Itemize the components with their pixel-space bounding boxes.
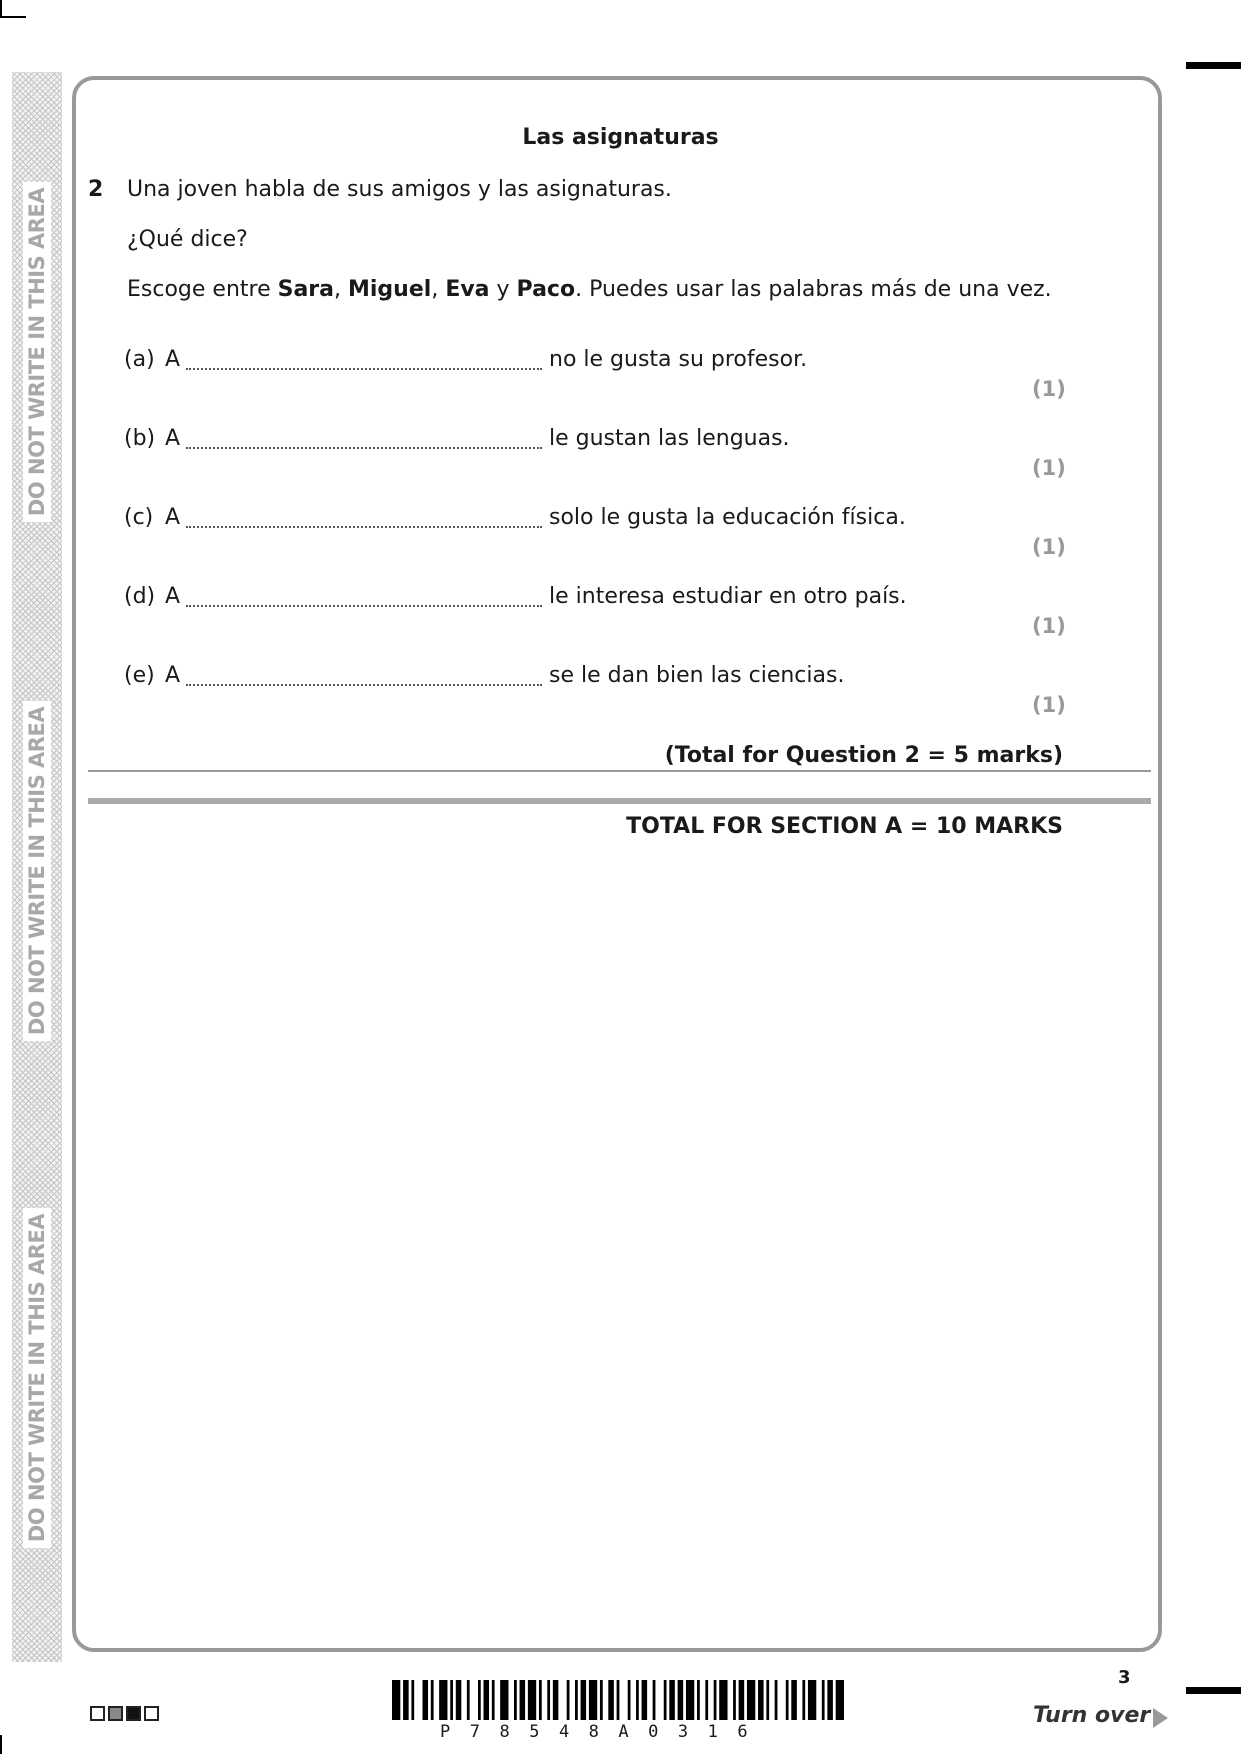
item-label: (b)	[124, 426, 156, 451]
question-instruction	[127, 277, 1052, 302]
divider	[88, 770, 1151, 772]
barcode-bar	[431, 1680, 434, 1720]
barcode-bar	[669, 1680, 675, 1720]
barcode-bar	[775, 1680, 778, 1720]
question-total: (Total for Question 2 = 5 marks)	[664, 743, 1063, 768]
barcode-bar	[467, 1680, 470, 1720]
barcode-bar	[802, 1680, 805, 1720]
barcode-bar	[678, 1680, 684, 1720]
barcode-bar	[600, 1680, 603, 1720]
barcode-bar	[484, 1680, 490, 1720]
margin-warning: DO NOT WRITE IN THIS AREA	[23, 182, 51, 522]
section-total: TOTAL FOR SECTION A = 10 MARKS	[626, 814, 1063, 839]
barcode-bar	[664, 1680, 667, 1720]
answer-blank[interactable]	[186, 605, 542, 607]
barcode-bar	[450, 1680, 453, 1720]
mark-allocation: (1)	[1032, 377, 1066, 401]
barcode-bar	[791, 1680, 797, 1720]
page-position-boxes	[90, 1706, 159, 1721]
mark-allocation: (1)	[1032, 614, 1066, 638]
crop-mark	[1186, 1687, 1241, 1694]
mark-allocation: (1)	[1032, 535, 1066, 559]
item-label: (c)	[124, 505, 154, 530]
barcode-bar	[758, 1680, 764, 1720]
position-box	[126, 1706, 141, 1721]
crop-mark	[0, 1735, 2, 1754]
item-text: se le dan bien las ciencias.	[549, 663, 845, 688]
item-prefix: A	[165, 505, 181, 530]
mark-allocation: (1)	[1032, 693, 1066, 717]
barcode-bar	[439, 1680, 447, 1720]
barcode	[392, 1680, 844, 1720]
barcode-bar	[492, 1680, 495, 1720]
answer-frame	[72, 76, 1162, 1652]
item-prefix: A	[165, 663, 181, 688]
barcode-bar	[628, 1680, 631, 1720]
barcode-bar	[500, 1680, 508, 1720]
item-prefix: A	[165, 347, 181, 372]
barcode-bar	[581, 1680, 587, 1720]
barcode-bar	[808, 1680, 816, 1720]
barcode-bar	[636, 1680, 639, 1720]
barcode-bar	[528, 1680, 536, 1720]
barcode-bar	[575, 1680, 578, 1720]
barcode-bar	[827, 1680, 833, 1720]
turn-over-arrow-icon	[1153, 1708, 1168, 1728]
item-text: le gustan las lenguas.	[549, 426, 790, 451]
barcode-bar	[642, 1680, 648, 1720]
item-label: (a)	[124, 347, 155, 372]
instruction-text: . Puedes usar las palabras más de una vez.	[575, 277, 1052, 302]
item-text: le interesa estudiar en otro país.	[549, 584, 907, 609]
barcode-bar	[836, 1680, 844, 1720]
barcode-bar	[719, 1680, 727, 1720]
barcode-bar	[411, 1680, 414, 1720]
barcode-bar	[539, 1680, 542, 1720]
barcode-bar	[766, 1680, 769, 1720]
barcode-text: P78548A0316	[440, 1722, 768, 1742]
turn-over-label: Turn over	[1033, 1703, 1151, 1728]
name-option: Paco	[516, 277, 576, 302]
barcode-bar	[686, 1680, 694, 1720]
position-box	[90, 1706, 105, 1721]
question-prompt: ¿Qué dice?	[127, 227, 248, 252]
barcode-bar	[608, 1680, 614, 1720]
barcode-bar	[567, 1680, 570, 1720]
position-box	[144, 1706, 159, 1721]
barcode-bar	[514, 1680, 517, 1720]
answer-blank[interactable]	[186, 684, 542, 686]
item-label: (d)	[124, 584, 156, 609]
item-prefix: A	[165, 584, 181, 609]
barcode-bar	[392, 1680, 400, 1720]
name-option: Sara	[277, 277, 334, 302]
barcode-bar	[733, 1680, 736, 1720]
section-divider	[88, 798, 1151, 804]
mark-allocation: (1)	[1032, 456, 1066, 480]
barcode-bar	[747, 1680, 755, 1720]
answer-blank[interactable]	[186, 447, 542, 449]
question-intro: Una joven habla de sus amigos y las asignaturas.	[127, 177, 672, 202]
barcode-bar	[705, 1680, 708, 1720]
barcode-bar	[553, 1680, 559, 1720]
answer-blank[interactable]	[186, 368, 542, 370]
margin-warning: DO NOT WRITE IN THIS AREA	[23, 1208, 51, 1548]
item-prefix: A	[165, 426, 181, 451]
position-box	[108, 1706, 123, 1721]
barcode-bar	[617, 1680, 620, 1720]
barcode-bar	[403, 1680, 409, 1720]
instruction-text: Escoge entre	[127, 277, 278, 302]
barcode-bar	[697, 1680, 700, 1720]
barcode-bar	[547, 1680, 550, 1720]
name-option: Eva	[445, 277, 490, 302]
barcode-bar	[589, 1680, 597, 1720]
item-text: solo le gusta la educación física.	[549, 505, 906, 530]
barcode-bar	[520, 1680, 526, 1720]
instruction-text: ,	[334, 277, 348, 302]
name-option: Miguel	[348, 277, 432, 302]
barcode-bar	[478, 1680, 481, 1720]
barcode-bar	[714, 1680, 717, 1720]
barcode-bar	[786, 1680, 789, 1720]
barcode-bar	[739, 1680, 745, 1720]
crop-mark	[0, 16, 26, 18]
barcode-bar	[822, 1680, 825, 1720]
item-label: (e)	[124, 663, 155, 688]
margin-warning: DO NOT WRITE IN THIS AREA	[23, 701, 51, 1041]
answer-blank[interactable]	[186, 526, 542, 528]
instruction-text: y	[489, 277, 517, 302]
item-text: no le gusta su profesor.	[549, 347, 808, 372]
section-heading: Las asignaturas	[522, 125, 719, 150]
page-number: 3	[1118, 1667, 1131, 1688]
instruction-text: ,	[431, 277, 446, 302]
crop-mark	[1186, 62, 1241, 69]
barcode-bar	[456, 1680, 462, 1720]
question-number: 2	[88, 177, 104, 202]
barcode-bar	[423, 1680, 429, 1720]
barcode-bar	[653, 1680, 656, 1720]
